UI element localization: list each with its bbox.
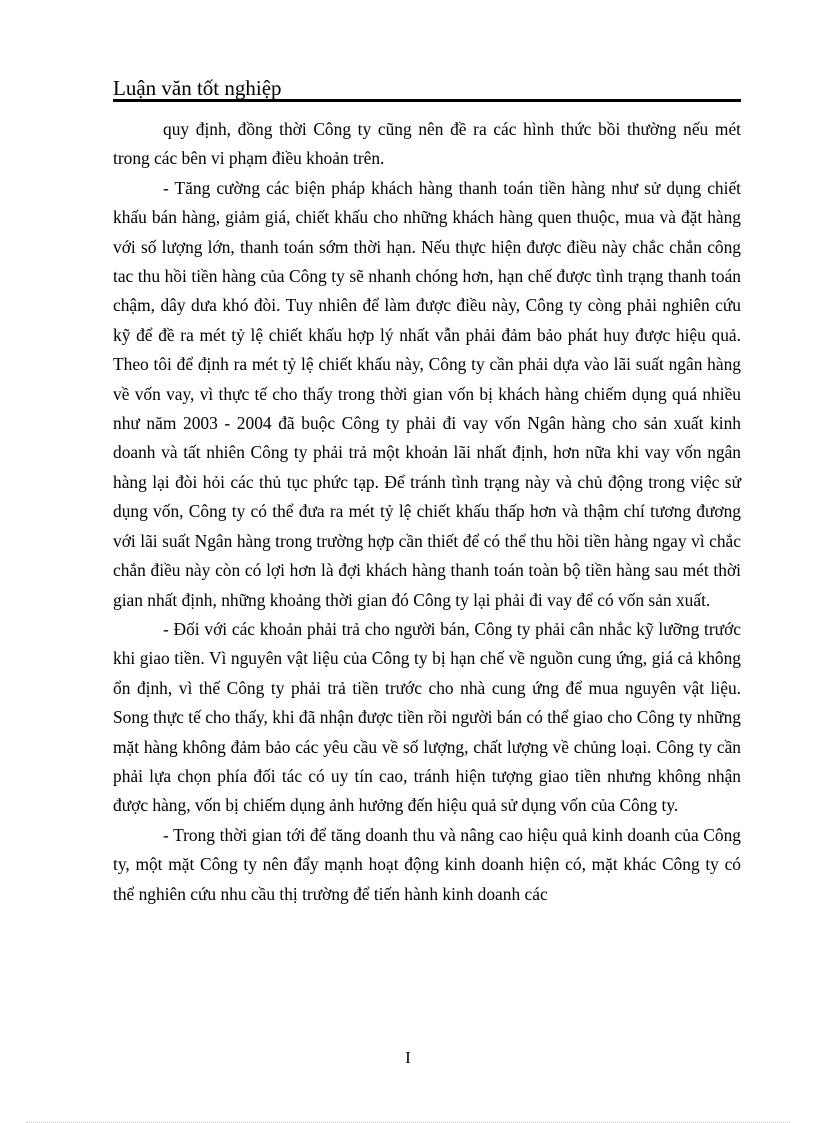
- document-title: Luận văn tốt nghiệp: [113, 76, 282, 100]
- body-text: [113, 115, 741, 909]
- running-header: [113, 76, 741, 102]
- paragraph-continuation: quy định, đồng thời Công ty cũng nên đề ra các hình thức bồi thường nếu mét trong các bên vi phạm điều khoản trên.: [113, 119, 741, 169]
- page-number: I: [405, 1048, 411, 1067]
- header-rule: [113, 99, 741, 102]
- paragraph-supplier-payments: - Đối với các khoản phải trả cho người bán, Công ty phải cân nhắc kỹ lưỡng trước khi giao tiền. Vì nguyên vật liệu của Công ty bị hạn chế về nguồn cung ứng, giá cả không ổn định, vì thế Công ty phải trả tiền trước cho nhà cung ứng để mua nguyên vật liệu. Song thực tế cho thấy, khi đã nhận được tiền rồi người bán có thể giao cho Công ty những mặt hàng không đảm bảo các yêu cầu về số lượng, chất lượng về chủng loại. Công ty cần phải lựa chọn phía đối tác có uy tín cao, tránh hiện tượng giao tiền nhưng không nhận được hàng, vốn bị chiếm dụng ảnh hưởng đến hiệu quả sử dụng vốn của Công ty.: [113, 618, 741, 816]
- paragraph-discount-policy: - Tăng cường các biện pháp khách hàng thanh toán tiền hàng như sử dụng chiết khấu bán hàng, giảm giá, chiết khấu cho những khách hàng quen thuộc, mua và đặt hàng với số lượng lớn, thanh toán sớm thời hạn. Nếu thực hiện được điều này chắc chắn công tac thu hồi tiền hàng của Công ty sẽ nhanh chóng hơn, hạn chế được tình trạng thanh toán chậm, dây dưa khó đòi. Tuy nhiên để làm được điều này, Công ty còng phải nghiên cứu kỹ để đề ra mét tỷ lệ chiết khấu hợp lý nhất vẫn phải đảm bảo phát huy được hiệu quả. Theo tôi để định ra mét tỷ lệ chiết khấu này, Công ty cần phải dựa vào lãi suất ngân hàng về vốn vay, vì thực tế cho thấy trong thời gian vốn bị khách hàng chiếm dụng quá nhiều như năm 2003 - 2004 đã buộc Công ty phải đi vay vốn Ngân hàng cho sản xuất kinh doanh và tất nhiên Công ty phải trả một khoản lãi nhất định, hơn nữa khi vay vốn ngân hàng lại đòi hỏi các thủ tục phức tạp. Để tránh tình trạng này và chủ động trong việc sử dụng vốn, Công ty có thể đưa ra mét tỷ lệ chiết khấu thấp hơn và thậm chí tương đương với lãi suất Ngân hàng trong trường hợp cần thiết để có thể thu hồi tiền hàng ngay vì chắc chắn điều này còn có lợi hơn là đợi khách hàng thanh toán toàn bộ tiền hàng sau mét thời gian nhất định, những khoảng thời gian đó Công ty lại phải đi vay để có vốn sản xuất.: [113, 177, 741, 610]
- paragraph-revenue-growth: - Trong thời gian tới để tăng doanh thu và nâng cao hiệu quả kinh doanh của Công ty, một mặt Công ty nên đẩy mạnh hoạt động kinh doanh hiện có, mặt khác Công ty có thể nghiên cứu nhu cầu thị trường để tiến hành kinh doanh các: [113, 824, 741, 904]
